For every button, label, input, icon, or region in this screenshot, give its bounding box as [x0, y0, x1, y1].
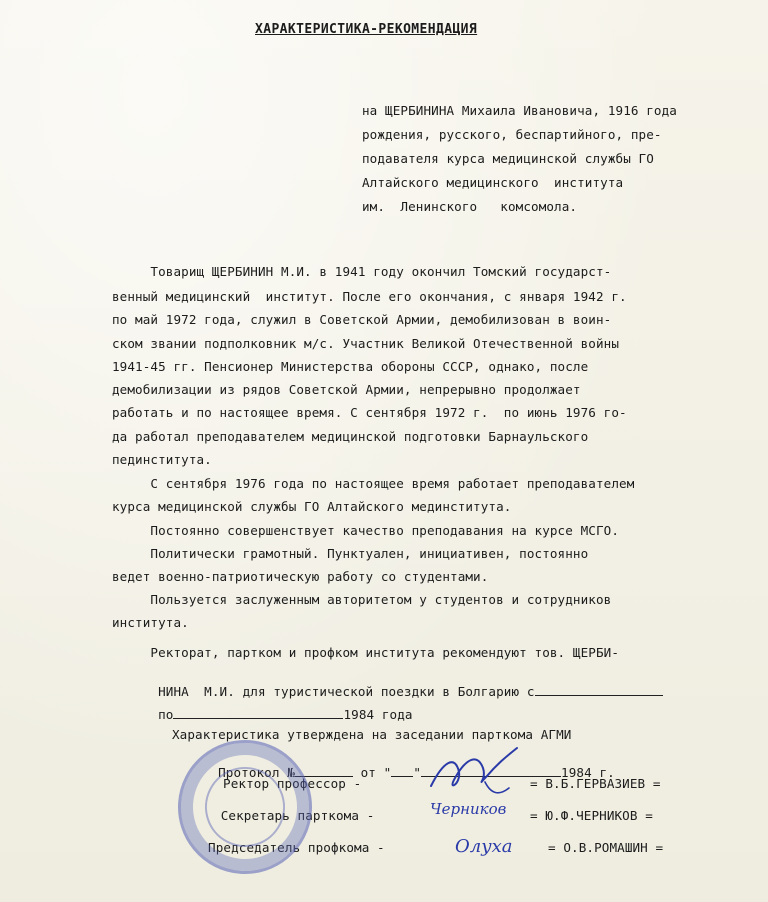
period-prefix: по [158, 707, 174, 722]
date-from-blank [535, 685, 663, 696]
day-blank [391, 766, 413, 777]
body-line: ведет военно-патриотическую работу со студентами. [112, 569, 489, 584]
chairman-handwritten-signature: Олуха [455, 836, 513, 857]
addressee-line: на ЩЕРБИНИНА Михаила Ивановича, 1916 года [362, 103, 677, 118]
signature-role: Ректор профессор - [200, 776, 362, 791]
body-line: да работал преподавателем медицинской подготовки Барнаульского [112, 429, 589, 444]
body-line: института. [112, 615, 189, 630]
body-line: Ректорат, партком и профком института рекомендуют тов. ЩЕРБИ- [112, 645, 620, 660]
quote-mark: " [413, 765, 422, 780]
signature-role: Председатель профкома - [185, 840, 385, 855]
body-line: Политически грамотный. Пунктуален, инициативен, постоянно [112, 546, 589, 561]
secretary-handwritten-signature: Черников [430, 800, 507, 818]
year-suffix: 1984 г. [561, 765, 615, 780]
body-line-text: НИНА М.И. для туристической поездки в Болгарию с [158, 684, 535, 699]
body-line: Пользуется заслуженным авторитетом у студентов и сотрудников [112, 592, 612, 607]
date-to-blank [173, 708, 343, 719]
signature-role: Секретарь парткома - [190, 808, 375, 823]
body-line: Товарищ ЩЕРБИНИН М.И. в 1941 году окончил Томский государст- [112, 264, 612, 279]
addressee-line: им. Ленинского комсомола. [362, 199, 578, 214]
body-line: работать и по настоящее время. С сентября 1972 г. по июнь 1976 го- [112, 405, 627, 420]
body-line: курса медицинской службы ГО Алтайского мединститута. [112, 499, 512, 514]
protocol-label: Протокол № [218, 765, 295, 780]
body-line: Постоянно совершенствует качество преподавания на курсе МСГО. [112, 523, 620, 538]
body-line: ском звании подполковник м/с. Участник Великой Отечественной войны [112, 336, 620, 351]
body-line: венный медицинский институт. После его окончания, с января 1942 г. [112, 289, 627, 304]
body-line: демобилизации из рядов Советской Армии, непрерывно продолжает [112, 382, 581, 397]
approval-line: Характеристика утверждена на заседании парткома АГМИ [172, 727, 572, 742]
signatory-name: = Ю.Ф.ЧЕРНИКОВ = [530, 808, 653, 823]
addressee-line: рождения, русского, беспартийного, пре- [362, 127, 662, 142]
body-line: 1941-45 гг. Пенсионер Министерства обороны СССР, однако, после [112, 359, 589, 374]
body-line: по май 1972 года, служил в Советской Армии, демобилизован в воин- [112, 312, 612, 327]
addressee-line: подавателя курса медицинской службы ГО [362, 151, 654, 166]
document-title: ХАРАКТЕРИСТИКА-РЕКОМЕНДАЦИЯ [255, 22, 478, 37]
body-line: пединститута. [112, 452, 212, 467]
from-label: от " [360, 765, 392, 780]
body-line: С сентября 1976 года по настоящее время работает преподавателем [112, 476, 635, 491]
seal-inner-ring [195, 757, 296, 858]
period-suffix: 1984 года [343, 707, 413, 722]
signatory-name: = О.В.РОМАШИН = [548, 840, 664, 855]
rector-signature [425, 742, 535, 800]
signatory-name: = В.Б.ГЕРВАЗИЕВ = [530, 776, 661, 791]
addressee-line: Алтайского медицинского института [362, 175, 624, 190]
round-seal-stamp [161, 723, 330, 892]
